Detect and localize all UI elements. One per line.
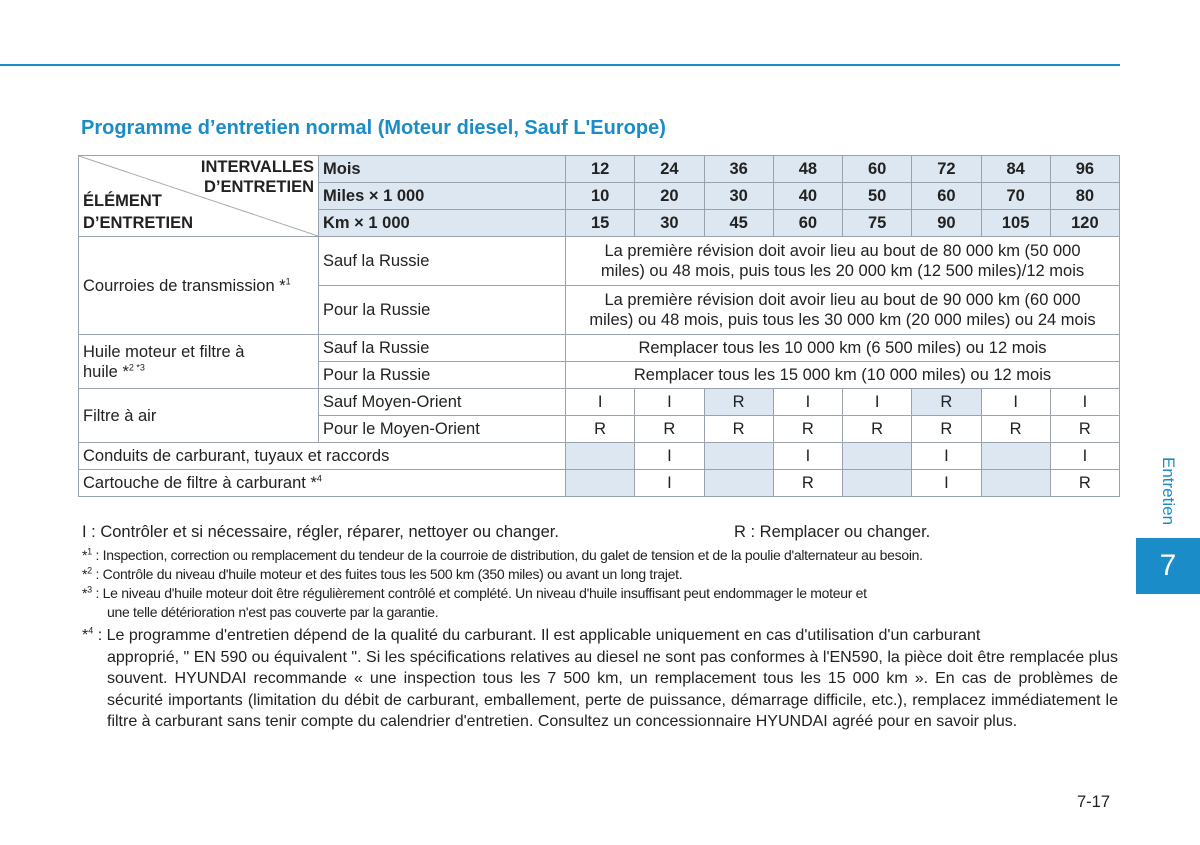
condition-cell: Sauf la Russie bbox=[319, 237, 566, 286]
km-cell: 90 bbox=[912, 210, 981, 237]
footnote-1: *$^1$ : Inspection, correction ou remplacement du tendeur de la courroie de distribution, du galet de tension et de la poulie d'alternateur au besoin. bbox=[82, 546, 923, 563]
action-cell bbox=[566, 443, 635, 470]
miles-cell: 30 bbox=[704, 183, 773, 210]
item-name-filtre-air: Filtre à air bbox=[79, 389, 319, 443]
footnote-3: *$^3$ : Le niveau d'huile moteur doit être régulièrement contrôlé et complété. Un niveau d'huile insuffisant peut endommager le moteur et une telle détérioration n'est pas couverte par la garantie. bbox=[82, 584, 867, 620]
action-cell: I bbox=[912, 443, 981, 470]
top-rule bbox=[0, 64, 1120, 66]
action-cell: R bbox=[1050, 416, 1119, 443]
action-cell: I bbox=[843, 389, 912, 416]
action-cell: I bbox=[635, 389, 704, 416]
action-cell: I bbox=[912, 470, 981, 497]
action-cell: R bbox=[704, 389, 773, 416]
km-label: Km × 1 000 bbox=[319, 210, 566, 237]
intervals-label: INTERVALLES D’ENTRETIEN bbox=[200, 158, 314, 196]
condition-cell: Sauf la Russie bbox=[319, 335, 566, 362]
action-cell bbox=[566, 470, 635, 497]
footnotes bbox=[82, 522, 1118, 733]
action-cell bbox=[704, 443, 773, 470]
action-cell: R bbox=[704, 416, 773, 443]
condition-cell: Sauf Moyen-Orient bbox=[319, 389, 566, 416]
action-cell: I bbox=[981, 389, 1050, 416]
action-cell bbox=[981, 470, 1050, 497]
km-cell: 45 bbox=[704, 210, 773, 237]
item-name-conduits: Conduits de carburant, tuyaux et raccords bbox=[79, 443, 566, 470]
page-number: 7-17 bbox=[1077, 793, 1111, 811]
km-cell: 75 bbox=[843, 210, 912, 237]
km-cell: 60 bbox=[773, 210, 842, 237]
action-cell: R bbox=[1050, 470, 1119, 497]
miles-cell: 60 bbox=[912, 183, 981, 210]
km-cell: 15 bbox=[566, 210, 635, 237]
table-row bbox=[79, 237, 1120, 286]
table-row bbox=[79, 470, 1120, 497]
chapter-tab: 7 bbox=[1136, 538, 1200, 594]
item-name-courroies: Courroies de transmission *$^1$ bbox=[79, 237, 319, 335]
footnote-4: *$^4$ : Le programme d'entretien dépend de la qualité du carburant. Il est applicable uniquement en cas d'utilisation d'un carburant approprié, " EN 590 ou équivalent ". Si les spécifications relatives au diesel ne sont pas conformes à l'EN590, la pièce doit être remplacée plus souvent. HYUNDAI recommande « une inspection tous les 7 500 km, un remplacement tous les 15 000 km ». En cas de problèmes de sécurité importants (limitation du débit de carburant, emballement, perte de puissance, démarrage difficile, etc.), remplacez immédiatement le filtre à carburant sans tenir compte du calendrier d'entretien. Consultez un concessionnaire HYUNDAI agréé pour en savoir plus. bbox=[82, 625, 1118, 730]
miles-cell: 20 bbox=[635, 183, 704, 210]
mois-cell: 84 bbox=[981, 156, 1050, 183]
mois-cell: 96 bbox=[1050, 156, 1119, 183]
km-cell: 30 bbox=[635, 210, 704, 237]
page-title: Programme d’entretien normal (Moteur diesel, Sauf L'Europe) bbox=[81, 117, 666, 139]
mois-cell: 60 bbox=[843, 156, 912, 183]
action-cell: I bbox=[566, 389, 635, 416]
miles-cell: 50 bbox=[843, 183, 912, 210]
element-label: ÉLÉMENT D’ENTRETIEN bbox=[83, 192, 194, 232]
mois-cell: 12 bbox=[566, 156, 635, 183]
action-cell bbox=[704, 470, 773, 497]
action-cell bbox=[981, 443, 1050, 470]
condition-cell: Pour la Russie bbox=[319, 286, 566, 335]
action-cell: I bbox=[1050, 443, 1119, 470]
action-cell: I bbox=[635, 470, 704, 497]
condition-cell: Pour le Moyen-Orient bbox=[319, 416, 566, 443]
item-name-huile: Huile moteur et filtre à huile *$^{2 *3}$ bbox=[79, 335, 319, 389]
miles-label: Miles × 1 000 bbox=[319, 183, 566, 210]
mois-cell: 24 bbox=[635, 156, 704, 183]
km-cell: 105 bbox=[981, 210, 1050, 237]
action-cell: I bbox=[635, 443, 704, 470]
item-name-cartouche: Cartouche de filtre à carburant *$^4$ bbox=[79, 470, 566, 497]
interval-text: Remplacer tous les 15 000 km (10 000 miles) ou 12 mois bbox=[566, 362, 1120, 389]
action-cell: R bbox=[773, 416, 842, 443]
mois-cell: 72 bbox=[912, 156, 981, 183]
km-cell: 120 bbox=[1050, 210, 1119, 237]
header-corner-cell bbox=[79, 156, 319, 237]
mois-cell: 48 bbox=[773, 156, 842, 183]
action-cell: R bbox=[912, 416, 981, 443]
action-cell bbox=[843, 443, 912, 470]
miles-cell: 70 bbox=[981, 183, 1050, 210]
table-row bbox=[79, 443, 1120, 470]
action-cell: R bbox=[912, 389, 981, 416]
chapter-side-label: Entretien bbox=[1159, 456, 1178, 526]
mois-label: Mois bbox=[319, 156, 566, 183]
action-cell: R bbox=[566, 416, 635, 443]
miles-cell: 40 bbox=[773, 183, 842, 210]
header-row-mois bbox=[79, 156, 1120, 183]
action-cell: R bbox=[843, 416, 912, 443]
action-cell: R bbox=[635, 416, 704, 443]
table-row bbox=[79, 389, 1120, 416]
mois-cell: 36 bbox=[704, 156, 773, 183]
miles-cell: 80 bbox=[1050, 183, 1119, 210]
action-cell: R bbox=[981, 416, 1050, 443]
legend-replace: R : Remplacer ou changer. bbox=[734, 523, 931, 541]
legend bbox=[82, 522, 1118, 546]
interval-text: La première révision doit avoir lieu au bout de 80 000 km (50 000 miles) ou 48 mois, puis tous les 20 000 km (12 500 miles)/12 mois bbox=[566, 237, 1120, 286]
miles-cell: 10 bbox=[566, 183, 635, 210]
condition-cell: Pour la Russie bbox=[319, 362, 566, 389]
table-row bbox=[79, 335, 1120, 362]
maintenance-table bbox=[78, 155, 1120, 497]
action-cell: R bbox=[773, 470, 842, 497]
action-cell bbox=[843, 470, 912, 497]
legend-inspect: I : Contrôler et si nécessaire, régler, réparer, nettoyer ou changer. bbox=[82, 523, 559, 541]
action-cell: I bbox=[773, 443, 842, 470]
action-cell: I bbox=[1050, 389, 1119, 416]
interval-text: Remplacer tous les 10 000 km (6 500 miles) ou 12 mois bbox=[566, 335, 1120, 362]
footnote-2: *$^2$ : Contrôle du niveau d'huile moteur et des fuites tous les 500 km (350 miles) ou avant un long trajet. bbox=[82, 565, 683, 582]
action-cell: I bbox=[773, 389, 842, 416]
interval-text: La première révision doit avoir lieu au bout de 90 000 km (60 000 miles) ou 48 mois, puis tous les 30 000 km (20 000 miles) ou 24 mois bbox=[566, 286, 1120, 335]
